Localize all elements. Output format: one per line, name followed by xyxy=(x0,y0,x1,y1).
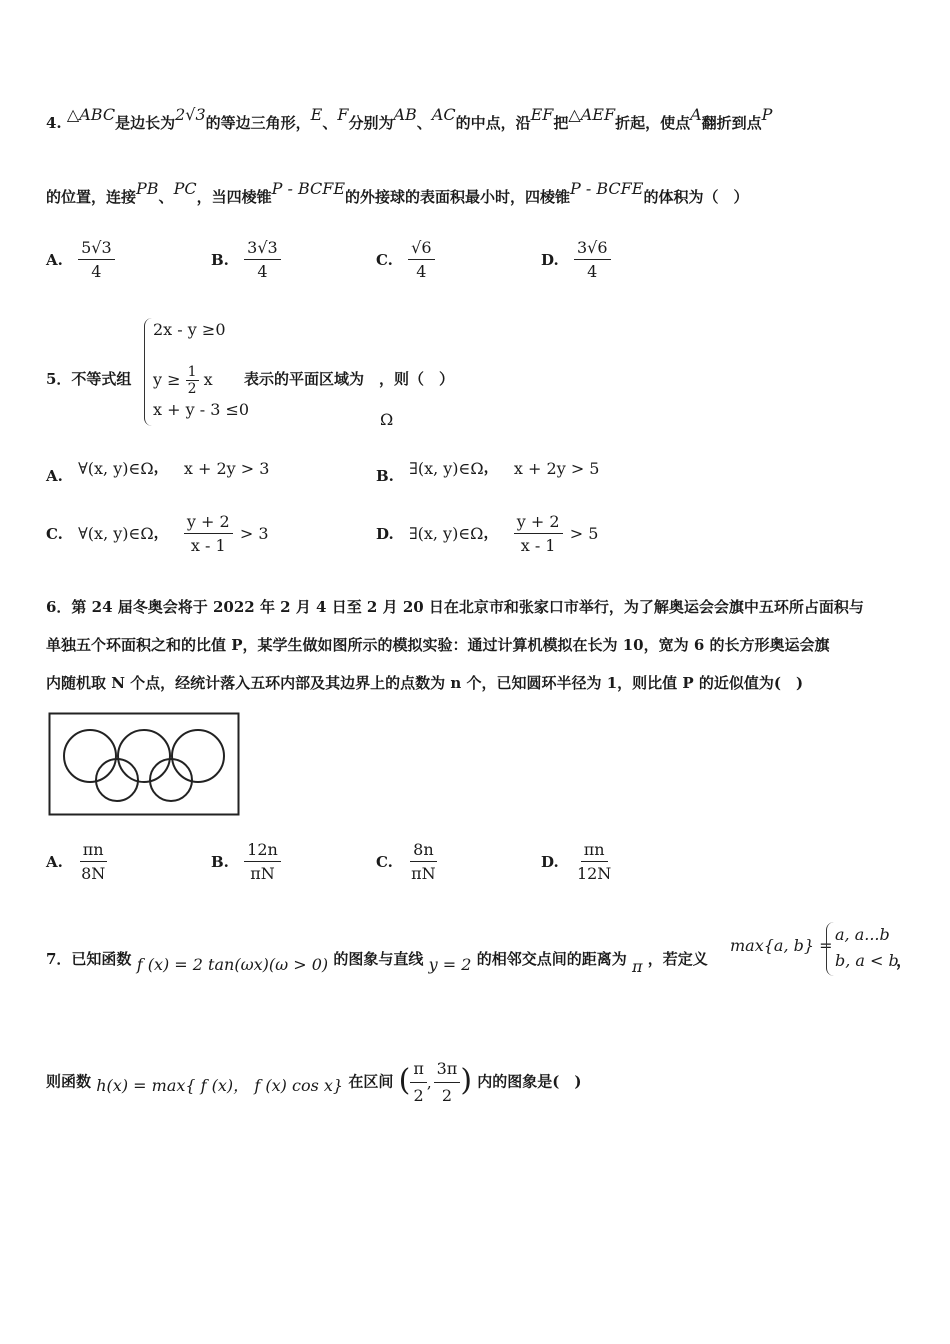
q6-line1: 6．第 24 届冬奥会将于 2022 年 2 月 4 日至 2 月 20 日在北京市和张家口市举行，为了解奥运会会旗中五环所占面积与 xyxy=(46,598,864,616)
q4-option-d-fraction: $\frac{3√6}{4}$ xyxy=(574,238,611,281)
q4-option-b[interactable]: B. $\frac{3√3}{4}$ xyxy=(211,238,281,281)
q7-interval-left: $\frac{\pi}{2}$ xyxy=(410,1058,427,1107)
q6-option-c[interactable]: C. $\frac{8n}{\pi N}$ xyxy=(376,840,439,883)
q4-line2 xyxy=(46,179,910,208)
q5-ineq-3: x + y - 3 ≤0 xyxy=(153,400,250,419)
q4-line1-seg-6: F xyxy=(337,105,349,124)
q4-line2-seg-7: P - BCFE xyxy=(570,179,644,198)
q4-line1-seg-10: AC xyxy=(431,105,456,124)
q4-option-b-fraction: $\frac{3√3}{4}$ xyxy=(244,238,281,281)
q7-max-cases: a, a...b b, a < b xyxy=(826,922,899,976)
q4-line1-seg-3: 的等边三角形， xyxy=(205,114,311,132)
q4-line1-seg-11: 的中点，沿 xyxy=(455,114,531,132)
q4-line1-seg-2: 2√3 xyxy=(175,105,206,124)
q4-line2-seg-4: ，当四棱锥 xyxy=(196,188,272,206)
flag-rectangle xyxy=(50,714,239,815)
q4-option-a-fraction: $\frac{5√3}{4}$ xyxy=(78,238,115,281)
q5-omega: Ω xyxy=(380,410,394,429)
q4-line1-seg-1: 是边长为 xyxy=(115,114,176,132)
q5-ineq-1: 2x - y ≥0 xyxy=(153,320,226,339)
q5-option-d-fraction: $\frac{y + 2}{x - 1}$ xyxy=(514,512,563,555)
q6-option-b-fraction: $\frac{12n}{\pi N}$ xyxy=(244,840,281,883)
q6-option-a-fraction: $\frac{\pi n}{8N}$ xyxy=(81,840,106,883)
q4-line2-seg-0: 的位置，连接 xyxy=(46,188,137,206)
q4-line2-seg-8: 的体积为（ ） xyxy=(643,188,749,206)
q6-line2: 单独五个环面积之和的比值 P，某学生做如图所示的模拟实验：通过计算机模拟在长为 10，宽为 6 的长方形奥运会旗 xyxy=(46,636,830,654)
q4-line1-seg-14: △AEF xyxy=(568,105,616,124)
q4-line2-seg-2: 、 xyxy=(158,188,174,206)
q7-line1: 7．已知函数 f (x) = 2 tan(ωx)(ω > 0) 的图象与直线 y = 2 的相邻交点间的距离为 π ，若定义 xyxy=(46,950,708,976)
q7-interval-right: $\frac{3\pi}{2}$ xyxy=(434,1058,461,1107)
q7-line-y: y = 2 xyxy=(428,955,472,974)
q5-stem-pre: 5．不等式组 xyxy=(46,370,132,388)
q4-line1-seg-5: 、 xyxy=(322,114,338,132)
q4-number: 4. xyxy=(46,114,62,132)
q4-line1-seg-15: 折起，使点 xyxy=(615,114,691,132)
q7-function-f: f (x) = 2 tan(ωx)(ω > 0) xyxy=(136,955,329,974)
q7-interval-close: ) xyxy=(460,1062,473,1098)
q4-line2-seg-3: PC xyxy=(173,179,197,198)
q5-option-d[interactable]: D. ∃(x, y)∈Ω， $\frac{y + 2}{x - 1}$ > 5 xyxy=(376,512,599,555)
q6-line3: 内随机取 N 个点，经统计落入五环内部及其边界上的点数为 n 个，已知圆环半径为 1，则比值 P 的近似值为( ) xyxy=(46,674,804,692)
ring-2 xyxy=(118,730,170,782)
q6-option-b[interactable]: B. $\frac{12n}{\pi N}$ xyxy=(211,840,281,883)
q5-option-c-fraction: $\frac{y + 2}{x - 1}$ xyxy=(184,512,233,555)
q4-line1-seg-18: P xyxy=(761,105,773,124)
q4-stem-part1 xyxy=(66,105,773,132)
q4-line1-seg-16: A xyxy=(690,105,702,124)
ring-1 xyxy=(64,730,116,782)
q4-line1-seg-13: 把 xyxy=(553,114,569,132)
q5-option-c[interactable]: C. ∀(x, y)∈Ω， $\frac{y + 2}{x - 1}$ > 3 xyxy=(46,512,269,555)
q5-stem-post: 表示的平面区域为 ，则（ ） xyxy=(244,370,455,388)
q7-line2: 则函数 h(x) = max{ f (x)， f (x) cos x} 在区间 ( $\frac{\pi}{2}$ , $\frac{3\pi}{2}$ ) 内的图象是( ) xyxy=(46,1059,582,1105)
q4-line2-seg-6: 的外接球的表面积最小时，四棱锥 xyxy=(345,188,571,206)
olympic-rings-figure xyxy=(48,712,240,816)
q4-option-c-fraction: $\frac{√6}{4}$ xyxy=(408,238,434,281)
q7-interval-open: ( xyxy=(398,1062,411,1098)
q4-stem-part2 xyxy=(46,179,749,206)
q7-max-definition: max{a, b} = xyxy=(730,936,833,955)
q5-option-a[interactable]: A. ∀(x, y)∈Ω， x + 2y > 3 xyxy=(46,458,270,485)
q7-function-h: h(x) = max{ f (x)， xyxy=(96,1075,250,1095)
q5-option-b[interactable]: B. ∃(x, y)∈Ω， x + 2y > 5 xyxy=(376,458,600,485)
q7-pi: π xyxy=(631,957,643,976)
q4-line1-seg-7: 分别为 xyxy=(348,114,394,132)
q4-line2-seg-5: P - BCFE xyxy=(271,179,346,198)
q5-inequality-system xyxy=(144,318,250,426)
q4-line1-seg-0: △ABC xyxy=(66,105,116,124)
q4-option-d[interactable]: D. $\frac{3√6}{4}$ xyxy=(541,238,611,281)
q6-option-a[interactable]: A. $\frac{\pi n}{8N}$ xyxy=(46,840,108,883)
q6-option-d-fraction: $\frac{\pi n}{12N}$ xyxy=(576,840,612,883)
q4-line1-seg-9: 、 xyxy=(416,114,432,132)
q5-half-fraction: $\frac{1}{2}$ xyxy=(187,364,197,397)
q5-ineq-2: y ≥ $\frac{1}{2}$ x xyxy=(153,364,213,397)
ring-3 xyxy=(172,730,224,782)
q4-line1-seg-4: E xyxy=(310,105,323,124)
q6-option-c-fraction: $\frac{8n}{\pi N}$ xyxy=(411,840,436,883)
q4-option-a[interactable]: A. $\frac{5√3}{4}$ xyxy=(46,238,115,281)
q4-line1-seg-8: AB xyxy=(393,105,417,124)
q4-line1-seg-12: EF xyxy=(530,105,554,124)
q4-line1 xyxy=(46,105,910,134)
exam-page: 4. △ABC是边长为2√3的等边三角形，E、F分别为AB、AC的中点，沿EF把△AEF折起，使点A翻折到点P 的位置，连接PB、PC，当四棱锥P - BCFE的外接球的表面积最小时，四棱锥P - BCFE的体积为（ ） A. $\frac{5√3}{4}$ B. $\frac{3√3}{4}$ C. $\frac{√6}{4}$ D. $\frac{3√6}{4}$ 5．不等式组 2x - y ≥0 y ≥ $\frac{1}{2}$ x x + y - 3 ≤0 表示的平面区域为 ，则（ ） Ω A. ∀(x, y)∈Ω， x + 2y > 3 B. ∃(x, y)∈Ω， x + 2y > 5 C. ∀(x, y)∈Ω， $\frac{y + 2}{x - 1}$ > 3 D. ∃(x, y)∈Ω， $\frac{y + 2}{x - 1}$ > 5 6．第 24 届冬奥会将于 2022 年 2 月 4 日至 2 月 20 日在北京市和张家口市举行，为了解奥运会会旗中五环所占面积与 单独五个环面积之和的比值 P，某学生做如图所示的模拟实验：通过计算机模拟在长为 10，宽为 6 的长方形奥运会旗 内随机取 N 个点，经统计落入五环内部及其边界上的点数为 n 个，已知圆环半径为 1，则比值 P 的近似值为( ) A. $\frac{\pi n}{8N}$ B. $\frac{12n}{\pi N}$ C. $\frac{8n}{\pi N}$ D. $\frac{\pi n}{12N}$ 7．已知函数 f (x) = 2 tan(ωx)(ω > 0) 的图象与直线 y = 2 的相邻交点间的距离为 π ，若定义 max{a, b} = a, a...b b, a < b ， 则函数 h(x) = max{ f (x)， f (x) cos x} 在区间 ( $\frac{\pi}{2}$ , $\frac{3\pi}{2}$ ) 内的图象是( ) xyxy=(46,105,913,1105)
q6-option-d[interactable]: D. $\frac{\pi n}{12N}$ xyxy=(541,840,614,883)
q4-line1-seg-17: 翻折到点 xyxy=(701,114,762,132)
q4-option-c[interactable]: C. $\frac{√6}{4}$ xyxy=(376,238,435,281)
q4-line2-seg-1: PB xyxy=(136,179,159,198)
